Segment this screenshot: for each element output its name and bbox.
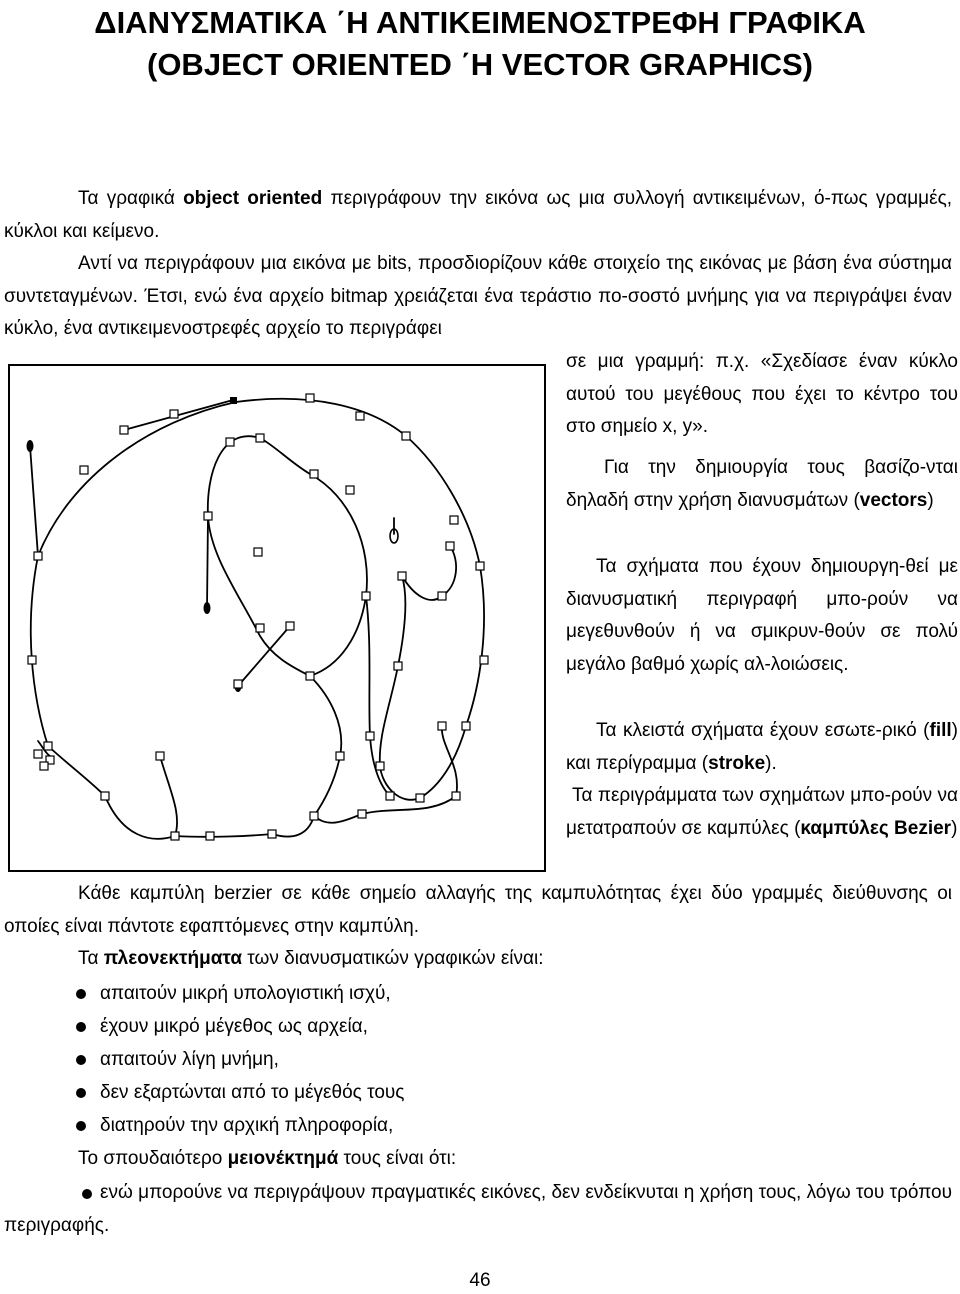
bezier-anchor-point bbox=[256, 434, 264, 442]
bezier-anchor-point bbox=[34, 750, 42, 758]
list-item-text: έχουν μικρό μέγεθος ως αρχεία, bbox=[100, 1016, 368, 1037]
intro-text: Τα γραφικά bbox=[78, 188, 184, 209]
elephant-tusk bbox=[402, 546, 456, 600]
bezier-anchor-point bbox=[402, 432, 410, 440]
list-item bbox=[0, 1076, 960, 1109]
bezier-handle-line bbox=[30, 446, 38, 556]
bezier-anchor-point bbox=[480, 656, 488, 664]
elephant-ear bbox=[208, 436, 367, 676]
bullet-icon bbox=[76, 1055, 86, 1065]
bezier-anchor-point bbox=[450, 516, 458, 524]
disadvantage-item-text: ενώ μπορούνε να περιγράψουν πραγματικές εικόνες, δεν ενδείκνυται η χρήση τους, λόγω του τρόπου περιγραφής. bbox=[4, 1182, 952, 1236]
bezier-term: καμπύλες Bezier bbox=[800, 817, 952, 839]
bezier-anchor-point bbox=[394, 662, 402, 670]
bullet-icon bbox=[76, 1022, 86, 1032]
bezier-anchor-point bbox=[398, 572, 406, 580]
advantages-list bbox=[0, 977, 960, 1142]
side-text: ) και περίγραμμα ( bbox=[566, 720, 958, 774]
bezier-anchor-point bbox=[346, 486, 354, 494]
list-item bbox=[0, 1010, 960, 1043]
object-oriented-term: object oriented bbox=[183, 188, 323, 209]
page-number: 46 bbox=[469, 1270, 491, 1291]
bullet-icon bbox=[82, 1189, 92, 1199]
bullet-icon bbox=[76, 989, 86, 999]
title-line-1: ΔΙΑΝΥΣΜΑΤΙΚΑ ΄Η ΑΝΤΙΚΕΙΜΕΝΟΣΤΡΕΦΗ ΓΡΑΦΙΚΑ bbox=[94, 5, 866, 40]
side-text: ) bbox=[951, 817, 958, 839]
list-item bbox=[0, 1043, 960, 1076]
bezier-anchor-point bbox=[34, 552, 42, 560]
bezier-anchor-point bbox=[306, 672, 314, 680]
disadvantages-heading bbox=[4, 1143, 952, 1176]
page-title bbox=[0, 2, 960, 86]
stroke-term: stroke bbox=[708, 752, 766, 774]
bezier-anchor-point bbox=[356, 412, 364, 420]
bezier-anchor-point bbox=[376, 762, 384, 770]
advantages-term: πλεονεκτήματα bbox=[103, 948, 243, 969]
bezier-anchor-point bbox=[40, 762, 48, 770]
intro-paragraph-2: Αντί να περιγράφουν μια εικόνα με bits, προσδιορίζουν κάθε στοιχείο της εικόνας με βάση ένα σύστημα συντεταγμένων. Έτσι, ενώ ένα αρχείο bitmap χρειάζεται ένα τεράστιο πο-σοστό μνήμης για να περιγράψει έναν κύκλο, ένα αντικειμενοστρεφές αρχείο το περιγράφει bbox=[4, 253, 952, 339]
bezier-anchor-point bbox=[80, 466, 88, 474]
heading-text: τους είναι ότι: bbox=[338, 1148, 457, 1169]
bezier-anchor-point bbox=[156, 752, 164, 760]
disadvantage-item bbox=[4, 1177, 952, 1242]
bezier-anchor-point bbox=[204, 512, 212, 520]
side-text: Τα κλειστά σχήματα έχουν εσωτε-ρικό ( bbox=[596, 720, 930, 741]
title-line-2: (OBJECT ORIENTED ΄Η VECTOR GRAPHICS) bbox=[147, 47, 813, 82]
bezier-anchor-point bbox=[256, 624, 264, 632]
bezier-anchor-point bbox=[120, 426, 128, 434]
bezier-anchor-point bbox=[462, 722, 470, 730]
bezier-selected-anchor bbox=[230, 397, 237, 404]
bezier-anchor-point bbox=[306, 394, 314, 402]
bezier-handle-end bbox=[27, 440, 34, 452]
list-item-text: απαιτούν λίγη μνήμη, bbox=[100, 1049, 279, 1070]
side-text: ) bbox=[927, 489, 934, 511]
side-paragraph-5 bbox=[566, 780, 958, 845]
bezier-anchor-point bbox=[476, 562, 484, 570]
heading-text: Το σπουδαιότερο bbox=[78, 1148, 228, 1169]
side-text: Για την δημιουργία τους βασίζο-νται δηλαδή στην χρήση διανυσμάτων ( bbox=[566, 457, 958, 511]
bezier-anchor-point bbox=[206, 832, 214, 840]
elephant-front-outline bbox=[31, 556, 48, 746]
heading-text: των διανυσματικών γραφικών είναι: bbox=[242, 948, 544, 969]
bezier-anchor-point bbox=[446, 542, 454, 550]
bezier-anchor-point bbox=[254, 548, 262, 556]
list-item bbox=[0, 1109, 960, 1142]
bezier-anchor-point bbox=[234, 680, 242, 688]
bezier-anchor-point bbox=[44, 742, 52, 750]
bezier-anchor-point bbox=[452, 792, 460, 800]
bullet-icon bbox=[76, 1121, 86, 1131]
heading-text: Τα bbox=[78, 948, 104, 969]
side-text: ). bbox=[765, 752, 777, 774]
list-item bbox=[0, 977, 960, 1010]
list-item-text: δεν εξαρτώνται από το μέγεθός τους bbox=[100, 1082, 405, 1103]
side-paragraph-4 bbox=[566, 715, 958, 780]
intro-text: περιγράφουν την εικόνα ως μια συλλογή αντικειμένων, ό-πως γραμμές, κύκλοι και κείμενο. bbox=[4, 188, 953, 242]
bezier-anchor-point bbox=[226, 438, 234, 446]
bezier-anchor-point bbox=[170, 410, 178, 418]
bezier-handle-line bbox=[207, 516, 208, 608]
elephant-belly bbox=[175, 816, 314, 837]
elephant-bezier-illustration bbox=[8, 364, 546, 872]
bezier-handle-line bbox=[238, 626, 290, 686]
advantages-heading bbox=[4, 943, 952, 976]
fill-term: fill bbox=[929, 720, 952, 741]
bezier-anchor-point bbox=[336, 752, 344, 760]
elephant-drawing bbox=[10, 366, 544, 870]
bezier-anchor-point bbox=[268, 830, 276, 838]
elephant-back-outline bbox=[38, 399, 406, 556]
side-text: Τα περιγράμματα των σχημάτων μπο-ρούν να μετατραπούν σε καμπύλες ( bbox=[566, 785, 958, 839]
bezier-anchor-point bbox=[366, 732, 374, 740]
intro-paragraph-1 bbox=[4, 183, 952, 248]
bezier-anchor-point bbox=[362, 592, 370, 600]
bullet-icon bbox=[76, 1088, 86, 1098]
vectors-term: vectors bbox=[859, 489, 928, 511]
side-paragraph-3: Τα σχήματα που έχουν δημιουργη-θεί με διανυσματική περιγραφή μπο-ρούν να μεγεθυνθούν ή να σμικρυν-θούν σε πολύ μεγάλο βαθμό χωρίς αλ-λοιώσεις. bbox=[566, 556, 958, 676]
bezier-handle-end bbox=[204, 602, 211, 614]
bezier-anchor-point bbox=[101, 792, 109, 800]
elephant-hind-outline bbox=[48, 746, 105, 796]
bezier-anchor-point bbox=[286, 622, 294, 630]
bezier-anchor-point bbox=[310, 812, 318, 820]
elephant-back-leg bbox=[105, 756, 177, 839]
bezier-anchor-point bbox=[171, 832, 179, 840]
side-paragraph-2 bbox=[566, 452, 958, 517]
bezier-anchor-point bbox=[28, 656, 36, 664]
bezier-anchor-point bbox=[438, 592, 446, 600]
bezier-note: Κάθε καμπύλη berzier σε κάθε σημείο αλλαγής της καμπυλότητας έχει δύο γραμμές διεύθυνσης οι οποίες είναι πάντοτε εφαπτόμενες στην καμπύλη. bbox=[4, 883, 952, 937]
bezier-anchor-point bbox=[358, 810, 366, 818]
side-paragraph-1: σε μια γραμμή: π.χ. «Σχεδίασε έναν κύκλο αυτού του μεγέθους που έχει το κέντρο του στο σημείο x, y». bbox=[566, 351, 958, 438]
list-item-text: απαιτούν μικρή υπολογιστική ισχύ, bbox=[100, 983, 391, 1004]
bezier-anchor-point bbox=[310, 470, 318, 478]
bezier-anchor-point bbox=[386, 792, 394, 800]
bezier-anchor-point bbox=[416, 794, 424, 802]
elephant-trunk bbox=[380, 576, 420, 800]
list-item-text: διατηρούν την αρχική πληροφορία, bbox=[100, 1115, 394, 1136]
elephant-mouth bbox=[310, 676, 341, 816]
disadvantages-term: μειονέκτημά bbox=[227, 1148, 339, 1169]
bezier-anchor-point bbox=[438, 722, 446, 730]
